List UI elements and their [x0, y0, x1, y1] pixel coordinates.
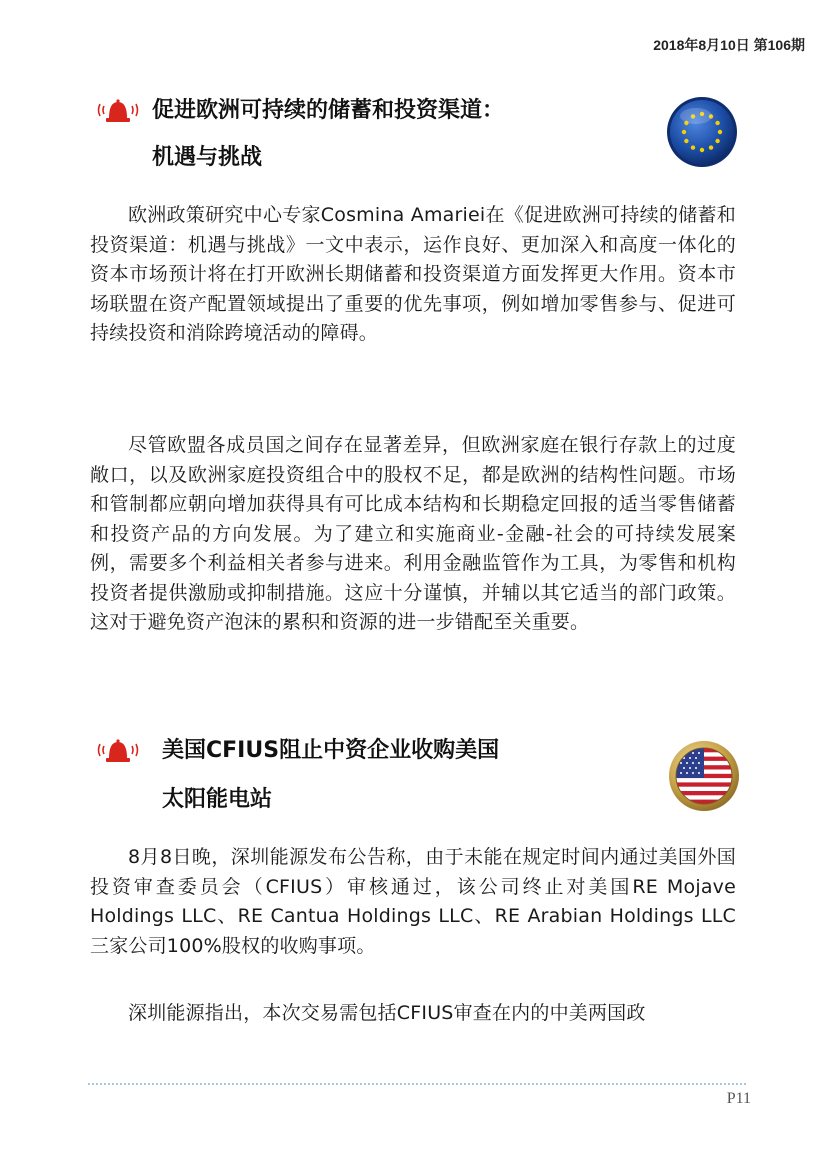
eu-flag-icon [666, 96, 738, 168]
section-title-line1: 美国CFIUS阻止中资企业收购美国 [162, 738, 500, 763]
page-number: P11 [726, 1090, 751, 1107]
footer-divider [88, 1083, 746, 1085]
section-title-line1: 促进欧洲可持续的储蓄和投资渠道： [152, 98, 505, 123]
section-title-line2: 机遇与挑战 [152, 145, 263, 170]
paragraph: 欧洲政策研究中心专家Cosmina Amariei在《促进欧洲可持续的储蓄和投资渠道：机遇与挑战》一文中表示，运作良好、更加深入和高度一体化的资本市场预计将在打开欧洲长期储蓄和投资渠道方面发挥更大作用。资本市场联盟在资产配置领域提出了重要的优先事项，例如增加零售参与、促进可持续投资和消除跨境活动的障碍。 [90, 204, 736, 344]
section-heading [0, 736, 827, 826]
paragraph: 尽管欧盟各成员国之间存在显著差异，但欧洲家庭在银行存款上的过度敞口，以及欧洲家庭投资组合中的股权不足，都是欧洲的结构性问题。市场和管制都应朝向增加获得具有可比成本结构和长期稳定回报的适当零售储蓄和投资产品的方向发展。为了建立和实施商业-金融-社会的可持续发展案例，需要多个利益相关者参与进来。利用金融监管作为工具，为零售和机构投资者提供激励或抑制措施。这应十分谨慎，并辅以其它适当的部门政策。这对于避免资产泡沫的累积和资源的进一步错配至关重要。 [90, 434, 736, 633]
section-title-line2: 太阳能电站 [162, 787, 273, 812]
alarm-bell-icon [96, 738, 140, 764]
section-heading [0, 98, 827, 188]
issue-date: 2018年8月10日 第106期 [653, 37, 805, 53]
alarm-bell-icon [96, 98, 140, 124]
paragraph: 8月8日晚，深圳能源发布公告称，由于未能在规定时间内通过美国外国投资审查委员会（CFIUS）审核通过，该公司终止对美国RE Mojave Holdings LLC、RE Cantua Holdings LLC、RE Arabian Holdings LLC三家公司100%股权的收购事项。 [90, 846, 736, 957]
us-flag-icon [668, 740, 740, 812]
paragraph: 深圳能源指出，本次交易需包括CFIUS审查在内的中美两国政 [128, 1002, 646, 1024]
